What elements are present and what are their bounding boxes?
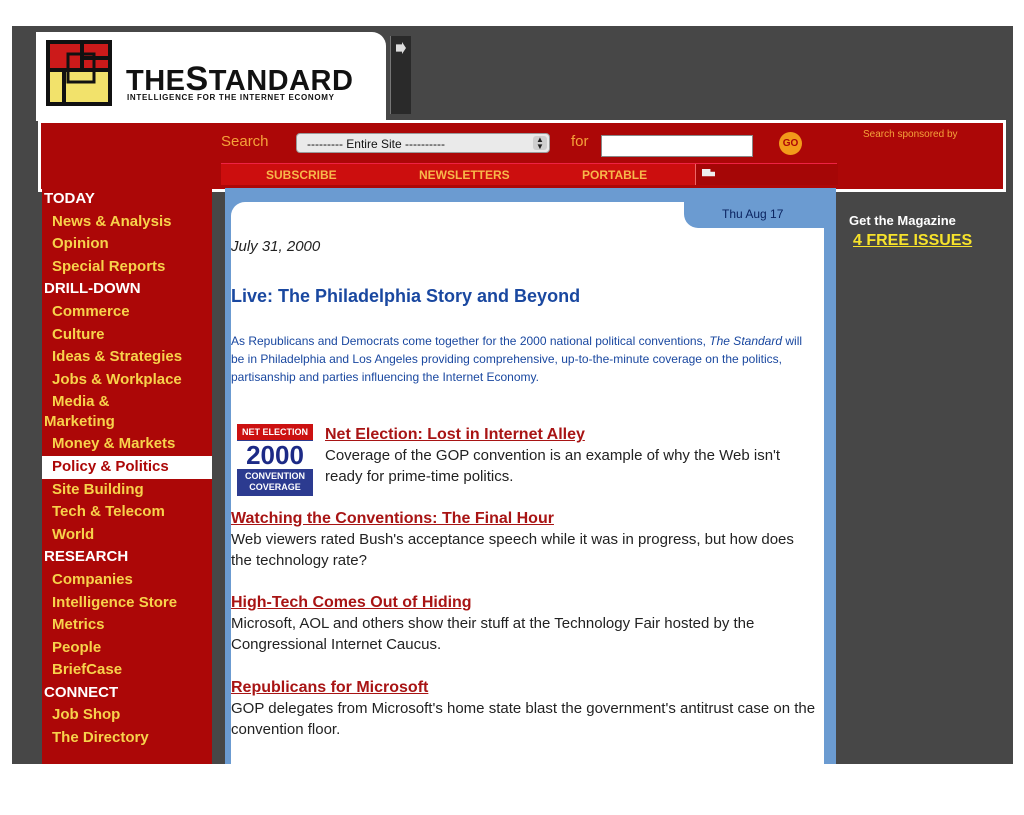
main-content (231, 202, 824, 764)
badge-top-label: NET ELECTION (237, 424, 313, 440)
logo-wordmark: THESTANDARD (126, 60, 354, 98)
search-scope-value: --------- Entire Site ---------- (307, 137, 445, 151)
standard-logo-icon (46, 40, 112, 106)
site-logo[interactable] (36, 32, 386, 121)
sidebar-item-culture[interactable]: Culture (52, 325, 105, 343)
go-button[interactable]: GO (779, 132, 802, 155)
search-scope-select[interactable] (296, 133, 550, 153)
sidebar-item-metrics[interactable]: Metrics (52, 616, 105, 634)
logo-tagline: INTELLIGENCE FOR THE INTERNET ECONOMY (127, 93, 335, 102)
sidebar-item-media-marketing[interactable] (42, 391, 212, 433)
date-tab (684, 202, 824, 228)
sidebar-item-site-building[interactable]: Site Building (52, 480, 144, 498)
nav-extra-cell (695, 164, 838, 185)
sidebar-item-news-analysis[interactable]: News & Analysis (52, 212, 172, 230)
story-item (325, 426, 815, 487)
sidebar-item-special-reports[interactable]: Special Reports (52, 257, 166, 275)
sidebar-item-intelligence-store[interactable]: Intelligence Store (52, 593, 178, 611)
sidebar-item-world[interactable]: World (52, 525, 95, 543)
badge-bottom-label: CONVENTION COVERAGE (244, 471, 305, 492)
browser-page (12, 26, 1013, 764)
sidebar-section-today: TODAY (44, 190, 95, 207)
story-description: Microsoft, AOL and others show their stuff at the Technology Fair hosted by the Congressional Internet Caucus. (231, 615, 755, 653)
story-item (231, 510, 816, 571)
sidebar-item-money-markets[interactable]: Money & Markets (52, 435, 176, 453)
sidebar-nav (42, 188, 212, 764)
story-item (231, 594, 816, 655)
sidebar-item-tech-telecom[interactable]: Tech & Telecom (52, 503, 165, 521)
select-arrows-icon: ▲ ▼ (533, 136, 547, 150)
sidebar-item-job-shop[interactable]: Job Shop (52, 706, 121, 724)
story-title-link[interactable]: Republicans for Microsoft (231, 679, 429, 696)
sidebar-item-briefcase[interactable]: BriefCase (52, 661, 123, 679)
badge-year: 2000 (237, 441, 313, 469)
free-issues-link[interactable]: 4 FREE ISSUES (853, 232, 973, 249)
sidebar-section-drill-down: DRILL-DOWN (44, 280, 141, 298)
story-description: GOP delegates from Microsoft's home state blast the government's antitrust case on the convention floor. (231, 700, 816, 738)
sidebar-item-ideas-strategies[interactable]: Ideas & Strategies (52, 348, 183, 366)
header-side-bar (390, 36, 411, 114)
for-label: for (571, 133, 589, 150)
sidebar-item-jobs-workplace[interactable]: Jobs & Workplace (52, 370, 182, 388)
nav-portable[interactable]: PORTABLE (582, 168, 648, 182)
story-title-link[interactable]: Net Election: Lost in Internet Alley (325, 426, 585, 443)
sidebar-item-media-line2: Marketing (44, 413, 115, 431)
search-sponsor-text: Search sponsored by (863, 129, 958, 140)
magazine-label: Get the Magazine (849, 213, 956, 228)
sidebar-item-the-directory[interactable]: The Directory (52, 729, 149, 747)
sidebar-section-research: RESEARCH (44, 548, 129, 566)
net-election-badge[interactable] (237, 424, 313, 496)
story-title-link[interactable]: High-Tech Comes Out of Hiding (231, 594, 472, 611)
page-headline: Live: The Philadelphia Story and Beyond (231, 286, 581, 306)
banner-arrow-icon[interactable] (396, 42, 406, 54)
story-item (231, 679, 816, 740)
nav-newsletters[interactable]: NEWSLETTERS (419, 168, 510, 182)
top-nav (221, 163, 837, 185)
search-bar (38, 120, 1006, 192)
publish-date: July 31, 2000 (231, 238, 321, 255)
sidebar-item-companies[interactable]: Companies (52, 570, 133, 588)
sidebar-item-policy-politics[interactable]: Policy & Politics (42, 456, 212, 479)
intro-paragraph: As Republicans and Democrats come together for the 2000 national political conventions, The Standard will be in Philadelphia and Los Angeles providing comprehensive, up-to-the-minute coverage on the politics, partisanship and parties influencing the Internet Economy. (231, 334, 803, 384)
intro-publication-name: The Standard (709, 334, 783, 348)
nav-subscribe[interactable]: SUBSCRIBE (266, 168, 337, 182)
sidebar-section-connect: CONNECT (44, 683, 119, 701)
current-date: Thu Aug 17 (722, 207, 784, 221)
search-input[interactable] (601, 135, 753, 157)
sidebar-item-people[interactable]: People (52, 638, 102, 656)
story-title-link[interactable]: Watching the Conventions: The Final Hour (231, 510, 554, 527)
sidebar-item-opinion[interactable]: Opinion (52, 235, 109, 253)
story-description: Web viewers rated Bush's acceptance speech while it was in progress, but how does the technology rate? (231, 531, 794, 569)
truck-icon[interactable] (702, 169, 715, 178)
sidebar-item-commerce[interactable]: Commerce (52, 302, 130, 320)
sidebar-item-media-line1: Media & (52, 393, 110, 411)
story-description: Coverage of the GOP convention is an example of why the Web isn't ready for prime-time politics. (325, 447, 781, 485)
search-label: Search (221, 133, 269, 150)
